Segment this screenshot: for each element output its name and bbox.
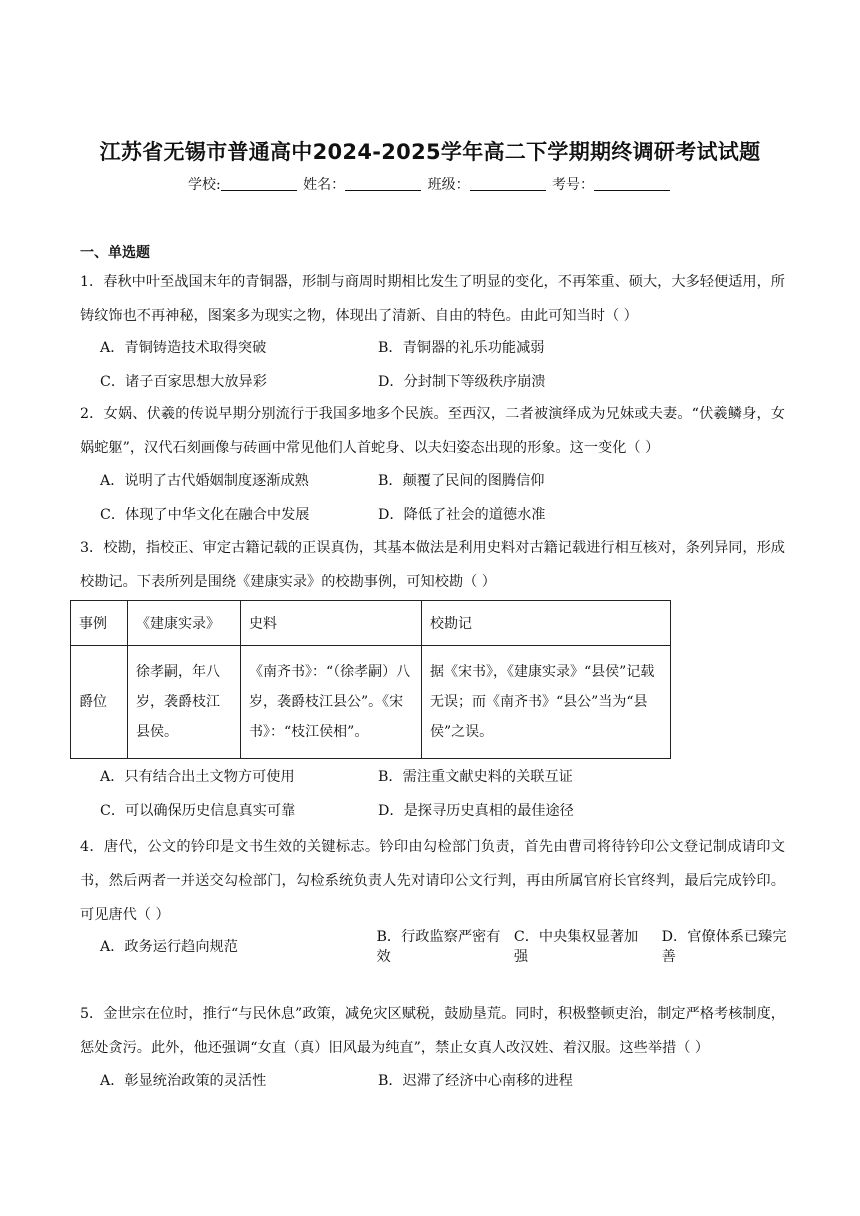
table-cell: 据《宋书》，《建康实录》“县侯”记载无误；而《南齐书》“县公”当为“县侯”之误。	[422, 646, 671, 759]
q3-option-c: C．可以确保历史信息真实可靠	[100, 803, 296, 819]
q2-option-b: B．颠覆了民间的图腾信仰	[378, 473, 545, 489]
number-label: 考号：	[552, 177, 595, 193]
q4-option-a: A．政务运行趋向规范	[100, 939, 238, 955]
school-blank	[221, 176, 297, 191]
table-header: 校勘记	[422, 601, 671, 646]
table-row	[71, 646, 671, 759]
q5-option-a: A．彰显统治政策的灵活性	[100, 1073, 267, 1089]
student-info-line	[0, 174, 860, 194]
name-blank	[345, 176, 421, 191]
question-1-stem: 1．春秋中叶至战国末年的青铜器，形制与商周时期相比发生了明显的变化，不再笨重、硕大，大多轻便适用，所铸纹饰也不再神秘，图案多为现实之物，体现出了清新、自由的特色。由此可知当时（ ）	[80, 274, 785, 324]
question-5-stem: 5．金世宗在位时，推行“与民休息”政策，减免灾区赋税，鼓励垦荒。同时，积极整顿吏治，制定严格考核制度，惩处贪污。此外，他还强调“女直（真）旧风最为纯直”，禁止女真人改汉姓、着汉服。这些举措（ ）	[80, 1006, 785, 1056]
table-cell: 徐孝嗣，年八岁，袭爵枝江县侯。	[128, 646, 241, 759]
q1-option-d: D．分封制下等级秩序崩溃	[378, 374, 546, 390]
q1-option-c: C．诸子百家思想大放异彩	[100, 374, 267, 390]
table-header: 《建康实录》	[128, 601, 241, 646]
q2-option-c: C．体现了中华文化在融合中发展	[100, 507, 310, 523]
class-label: 班级：	[427, 177, 470, 193]
table-cell: 爵位	[71, 646, 128, 759]
q4-option-c: C．中央集权显著加强	[513, 929, 639, 965]
q3-option-b: B．需注重文献史料的关联互证	[378, 769, 573, 785]
q2-option-a: A．说明了古代婚姻制度逐渐成熟	[100, 473, 309, 489]
question-4-stem: 4．唐代，公文的钤印是文书生效的关键标志。钤印由勾检部门负责，首先由曹司将待钤印公文登记制成请印文书，然后两者一并送交勾检部门，勾检系统负责人先对请印公文行判，再由所属官府长官终判，最后完成钤印。可见唐代（ ）	[80, 839, 785, 923]
q1-option-a: A．青铜铸造技术取得突破	[100, 340, 267, 356]
exam-title: 江苏省无锡市普通高中2024-2025学年高二下学期期终调研考试试题	[99, 140, 761, 164]
q2-option-d: D．降低了社会的道德水准	[378, 507, 546, 523]
table-header-row	[71, 601, 671, 646]
question-3-stem: 3．校勘，指校正、审定古籍记载的正误真伪，其基本做法是利用史料对古籍记载进行相互核对，条列异同，形成校勘记。下表所列是围绕《建康实录》的校勘事例，可知校勘（ ）	[80, 540, 785, 590]
number-blank	[594, 176, 670, 191]
name-label: 姓名：	[303, 177, 346, 193]
question-2-stem: 2．女娲、伏羲的传说早期分别流行于我国多地多个民族。至西汉，二者被演绎成为兄妹或夫妻。“伏羲鳞身，女娲蛇躯”，汉代石刻画像与砖画中常见他们人首蛇身、以夫妇姿态出现的形象。这一变化（ ）	[80, 406, 785, 456]
class-blank	[470, 176, 546, 191]
question-5-options	[100, 1063, 800, 1097]
section-heading: 一、单选题	[80, 245, 150, 261]
school-label: 学校:	[187, 177, 221, 193]
q1-option-b: B．青铜器的礼乐功能减弱	[378, 340, 545, 356]
table-header: 史料	[241, 601, 422, 646]
q3-option-a: A．只有结合出土文物方可使用	[100, 769, 295, 785]
question-4-options	[100, 929, 800, 963]
question-1-options	[100, 330, 800, 398]
q3-option-d: D．是探寻历史真相的最佳途径	[378, 803, 574, 819]
table-cell: 《南齐书》：“（徐孝嗣）八岁，袭爵枝江县公”。《宋书》：“枝江侯相”。	[241, 646, 422, 759]
q4-option-d: D．官僚体系已臻完善	[661, 929, 787, 965]
table-header: 事例	[71, 601, 128, 646]
collation-table	[70, 600, 671, 759]
question-3-options	[100, 759, 800, 827]
question-2-options	[100, 463, 800, 531]
q4-option-b: B．行政监察严密有效	[376, 929, 501, 965]
q5-option-b: B．迟滞了经济中心南移的进程	[378, 1073, 573, 1089]
